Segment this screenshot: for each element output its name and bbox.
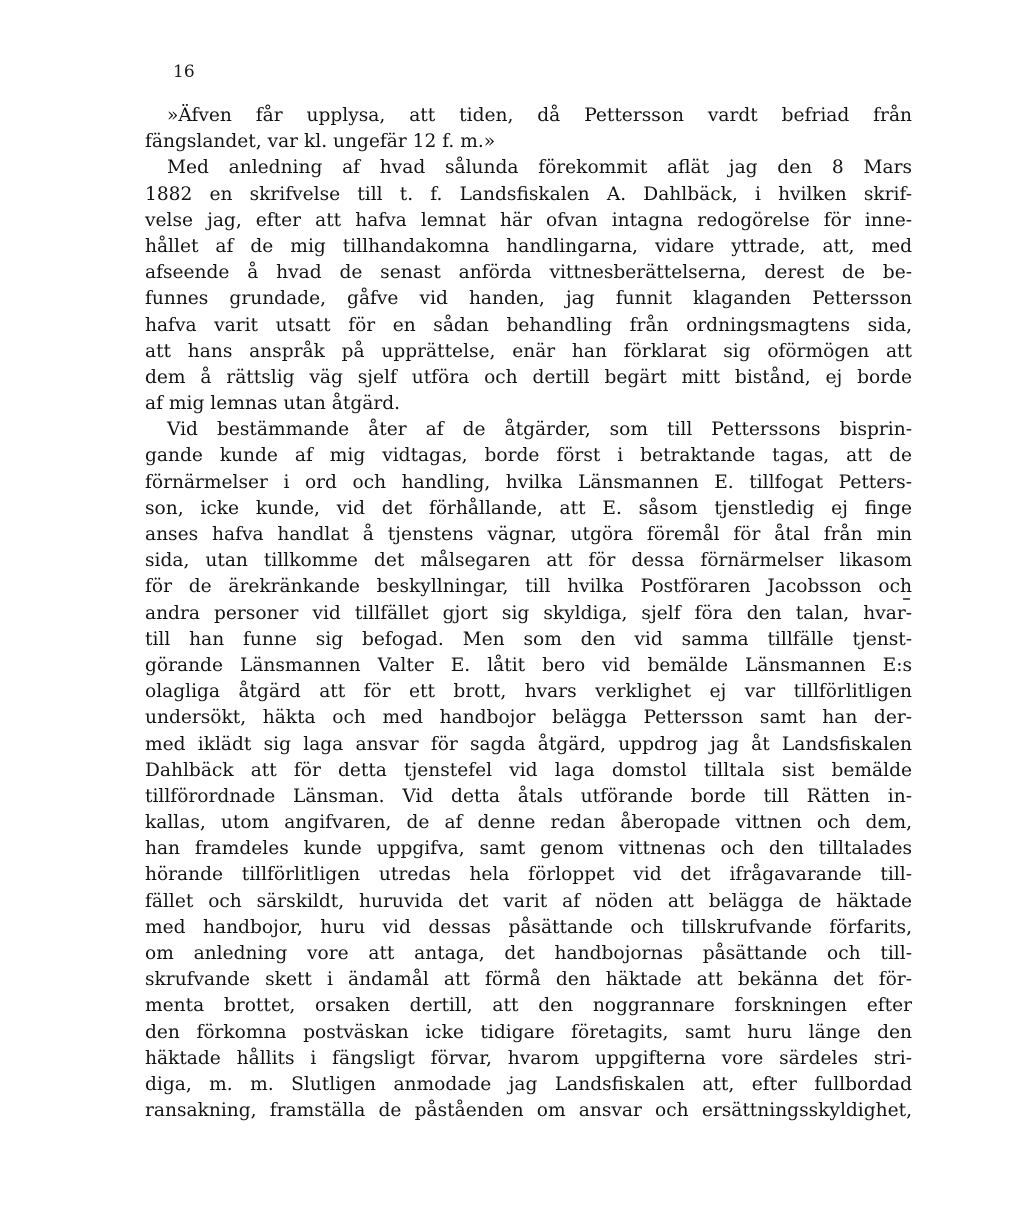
text-line: hörande tillförlitligen utredas hela förloppet vid det ifrågavarande till- [145, 864, 912, 886]
text-line: anses hafva handlat å tjenstens vägnar, utgöra föremål för åtal från min [145, 524, 912, 545]
text-line: menta brottet, orsaken dertill, att den noggrannare forskningen efter [145, 995, 912, 1017]
text-line: fängslandet, var kl. ungefär 12 f. m.» [145, 131, 496, 153]
text-line: med iklädt sig laga ansvar för sagda åtgärd, uppdrog jag åt Landsfiskalen [145, 733, 912, 755]
text-line: hafva varit utsatt för en sådan behandling från ordningsmagtens sida, [145, 314, 912, 336]
text-line: »Äfven får upplysa, att tiden, då Pettersson vardt befriad från [167, 105, 912, 126]
text-line: Dahlbäck att för detta tjenstefel vid laga domstol tilltala sist bemälde [145, 759, 912, 781]
text-line: velse jag, efter att hafva lemnat här ofvan intagna redogörelse för inne- [145, 209, 912, 231]
text-line: till han funne sig befogad. Men som den vid samma tillfälle tjenst- [145, 628, 912, 650]
page-number: 16 [173, 62, 195, 82]
text-line: olagliga åtgärd att för ett brott, hvars verklighet ej var tillförlitligen [145, 681, 912, 703]
text-line: skrufvande skett i ändamål att förmå den häktade att bekänna det för- [145, 969, 912, 991]
body-text [145, 103, 912, 1203]
text-line: Vid bestämmande åter af de åtgärder, som till Petterssons bisprin- [167, 419, 912, 441]
text-line: den förkomna postväskan icke tidigare företagits, samt huru länge den [145, 1021, 912, 1043]
text-line: om anledning vore att antaga, det handbojornas påsättande och till- [145, 943, 912, 964]
text-line: förnärmelser i ord och handling, hvilka Länsmannen E. tillfogat Petters- [145, 471, 912, 493]
text-line: kallas, utom angifvaren, de af denne redan åberopade vittnen och dem, [145, 812, 912, 834]
text-line: son, icke kunde, vid det förhållande, att E. såsom tjenstledig ej finge [145, 497, 912, 519]
text-line: tillförordnade Länsman. Vid detta åtals utförande borde till Rätten in- [145, 785, 912, 807]
text-line: att hans anspråk på upprättelse, enär han förklarat sig oförmögen att [145, 340, 912, 362]
text-line: diga, m. m. Slutligen anmodade jag Landsfiskalen att, efter fullbordad [145, 1073, 912, 1095]
text-line: hållet af de mig tillhandakomna handlingarna, vidare yttrade, att, med [145, 235, 912, 257]
text-line: han framdeles kunde uppgifva, samt genom vittnenas och den tilltalades [145, 838, 912, 860]
text-line: dem å rättslig väg sjelf utföra och dertill begärt mitt bistånd, ej borde [145, 366, 912, 388]
text-line: 1882 en skrifvelse till t. f. Landsfiskalen A. Dahlbäck, i hvilken skrif- [145, 183, 912, 205]
stray-mark [903, 598, 910, 600]
text-line: sida, utan tillkomme det målsegaren att för dessa förnärmelser likasom [145, 550, 912, 572]
text-line: fället och särskildt, huruvida det varit af nöden att belägga de häktade [145, 890, 912, 912]
text-line: ransakning, framställa de påståenden om ansvar och ersättningsskyldighet, [145, 1100, 912, 1122]
text-line: för de ärekränkande beskyllningar, till hvilka Postföraren Jacobsson och [145, 576, 912, 598]
text-line: Med anledning af hvad sålunda förekommit aflät jag den 8 Mars [167, 157, 912, 179]
text-line: med handbojor, huru vid dessas påsättande och tillskrufvande förfarits, [145, 916, 912, 938]
text-line: undersökt, häkta och med handbojor belägga Pettersson samt han der- [145, 707, 912, 729]
text-line: görande Länsmannen Valter E. låtit bero vid bemälde Länsmannen E:s [145, 654, 912, 676]
text-line: af mig lemnas utan åtgärd. [145, 393, 401, 415]
text-line: afseende å hvad de senast anförda vittnesberättelserna, derest de be- [145, 262, 912, 284]
text-line: funnes grundade, gåfve vid handen, jag funnit klaganden Pettersson [145, 288, 912, 310]
text-line: gande kunde af mig vidtagas, borde först i betraktande tagas, att de [145, 445, 912, 467]
text-line: häktade hållits i fängsligt förvar, hvarom uppgifterna vore särdeles stri- [145, 1047, 912, 1069]
text-line: andra personer vid tillfället gjort sig skyldiga, sjelf föra den talan, hvar- [145, 602, 912, 624]
